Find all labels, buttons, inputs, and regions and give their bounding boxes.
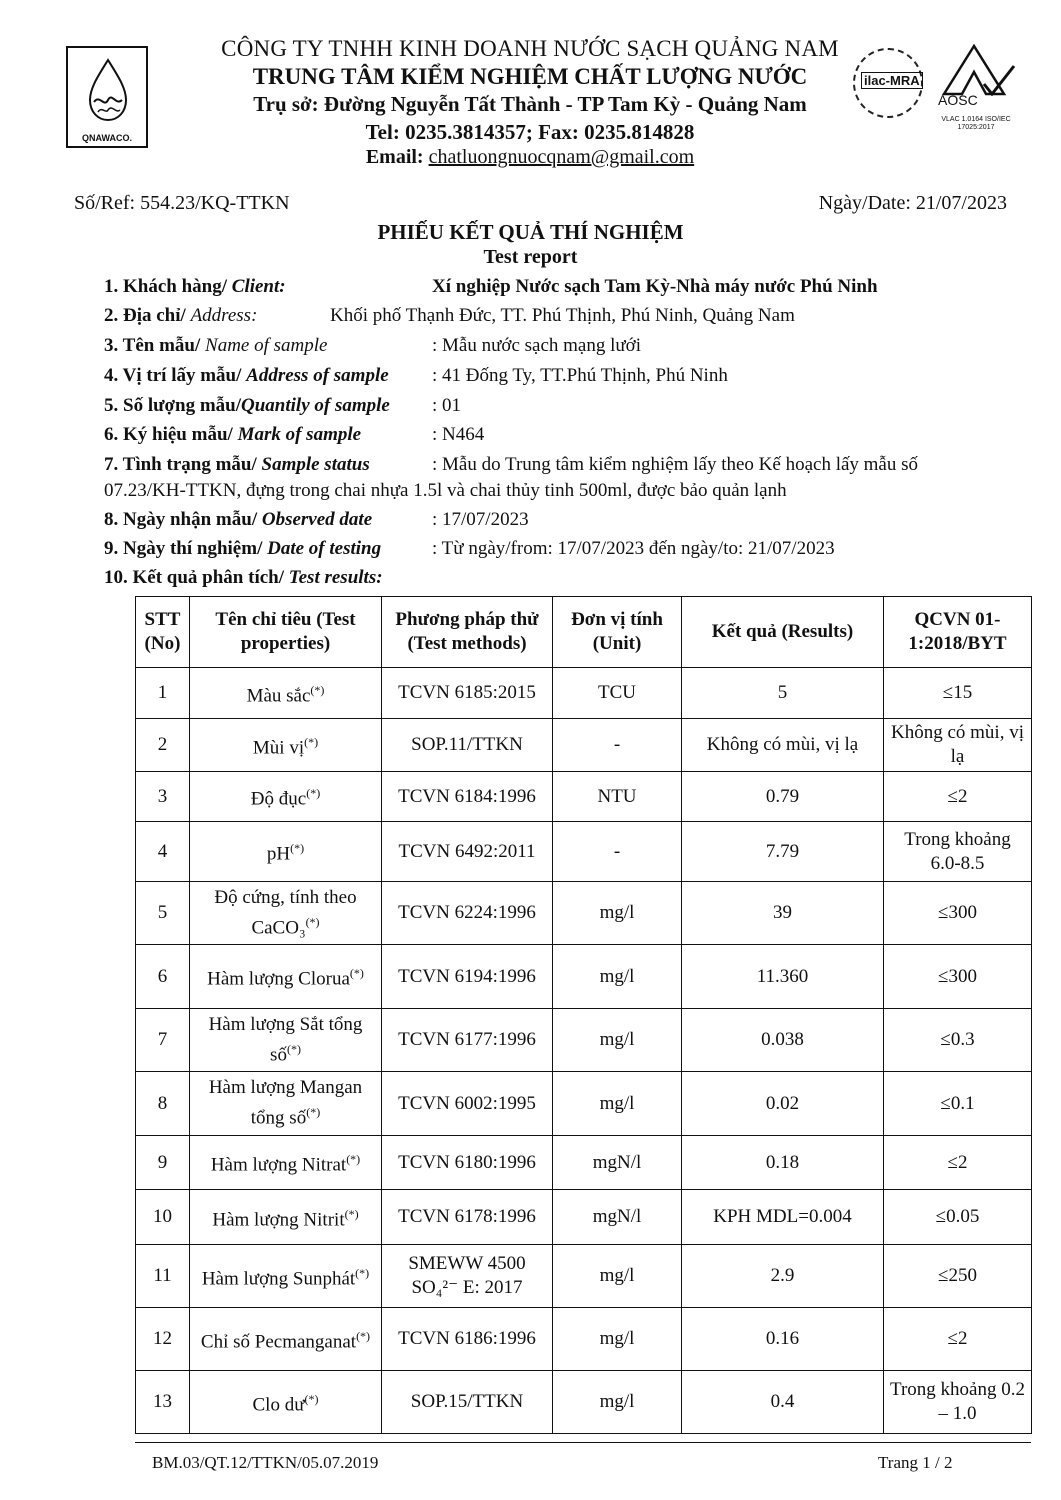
cell-unit	[553, 1308, 682, 1371]
cell-standard-text: ≤0.1	[940, 1092, 975, 1114]
phone-line: Tel: 0235.3814357; Fax: 0235.814828	[365, 120, 695, 144]
cell-standard	[884, 882, 1032, 945]
cell-method-text: TCVN 6194:1996	[398, 965, 536, 987]
accreditation-mark: (*)	[304, 1391, 319, 1406]
cell-result-text: 11.360	[756, 965, 809, 987]
cell-property	[190, 719, 382, 772]
cell-no	[136, 1009, 190, 1072]
results-table	[135, 596, 1032, 1434]
cell-no-text: 11	[153, 1265, 172, 1286]
cell-no	[136, 719, 190, 772]
table-row	[136, 945, 1032, 1009]
cell-result	[682, 822, 884, 882]
cell-unit-text: mg/l	[599, 1265, 635, 1286]
table-row	[136, 772, 1032, 822]
cell-unit-text: mgN/l	[592, 1151, 642, 1173]
cell-method-text: TCVN 6002:1995	[398, 1092, 536, 1114]
cell-standard	[884, 1072, 1032, 1136]
info-value: : Mẫu nước sạch mạng lưới	[432, 335, 642, 356]
cell-method-text: TCVN 6184:1996	[398, 785, 536, 807]
cell-unit-text: -	[613, 840, 621, 862]
cell-standard	[884, 822, 1032, 882]
cell-no	[136, 668, 190, 719]
cell-method	[382, 1136, 553, 1190]
cell-method	[382, 1009, 553, 1072]
info-status	[104, 454, 919, 476]
cell-method	[382, 822, 553, 882]
info-value: : 17/07/2023	[432, 509, 529, 530]
aosc-logo	[932, 44, 1022, 136]
cell-result-text: 39	[773, 902, 792, 923]
cell-result-text: 5	[777, 682, 788, 703]
info-value: Khối phố Thạnh Đức, TT. Phú Thịnh, Phú Ninh, Quảng Nam	[330, 305, 795, 326]
cell-unit	[553, 1009, 682, 1072]
accreditation-mark: (*)	[306, 786, 321, 801]
info-label-en: Client:	[231, 276, 286, 297]
accreditation-mark: (*)	[346, 1152, 361, 1167]
cell-unit	[553, 1190, 682, 1245]
email-line	[150, 146, 910, 169]
cell-property-text: Hàm lượng Nitrat	[210, 1154, 347, 1176]
form-code: BM.03/QT.12/TTKN/05.07.2019	[152, 1453, 379, 1472]
cell-no-text: 7	[157, 1029, 168, 1050]
cell-standard-text: ≤2	[947, 1328, 968, 1349]
logo-label: QNAWACO.	[81, 133, 132, 143]
accreditation-mark: (*)	[306, 1105, 321, 1120]
cell-standard	[884, 772, 1032, 822]
reference-number: Số/Ref: 554.23/KQ-TTKN	[74, 192, 290, 214]
cell-standard	[884, 1308, 1032, 1371]
info-value: 07.23/KH-TTKN, đựng trong chai nhựa 1.5l và chai thủy tinh 500ml, được bảo quản lạnh	[104, 480, 787, 501]
cell-result	[682, 1308, 884, 1371]
cell-result	[682, 1190, 884, 1245]
info-value: : 41 Đống Ty, TT.Phú Thịnh, Phú Ninh	[432, 365, 728, 386]
cell-property	[190, 822, 382, 882]
cell-property-text: Hàm lượng Sắt tổng số	[208, 1013, 363, 1066]
table-row	[136, 1072, 1032, 1136]
cell-result	[682, 1245, 884, 1308]
cell-unit	[553, 882, 682, 945]
cell-property-text: Mùi vị	[252, 737, 305, 759]
footer-divider	[135, 1442, 1031, 1443]
cell-result-text: KPH MDL=0.004	[713, 1206, 852, 1227]
cell-no-text: 12	[153, 1328, 172, 1349]
cell-result-text: 7.79	[765, 840, 800, 862]
cell-result-text: 0.02	[765, 1092, 800, 1114]
email-label: Email:	[365, 146, 429, 168]
accreditation-mark: (*)	[344, 1206, 359, 1221]
table-row	[136, 668, 1032, 719]
cell-no-text: 13	[153, 1391, 172, 1412]
info-value: Xí nghiệp Nước sạch Tam Kỳ-Nhà máy nước Phú Ninh	[432, 276, 878, 297]
table-row	[136, 1009, 1032, 1072]
info-value: : 01	[432, 395, 462, 416]
cell-property-text: Hàm lượng Clorua	[207, 968, 350, 990]
company-logo	[66, 46, 148, 148]
cell-method	[382, 1072, 553, 1136]
accreditation-mark: (*)	[356, 1328, 371, 1343]
cell-standard-text: ≤300	[938, 902, 977, 923]
accreditation-mark: (*)	[290, 841, 305, 856]
cell-no	[136, 772, 190, 822]
address-line: Trụ sở: Đường Nguyễn Tất Thành - TP Tam Kỳ - Quảng Nam	[253, 92, 807, 116]
table-row	[136, 1371, 1032, 1434]
cell-property-text: Hàm lượng Mangan tổng số	[208, 1077, 363, 1129]
col-header-no: STT (No)	[136, 597, 190, 668]
cell-method	[382, 945, 553, 1009]
cell-unit-text: -	[613, 734, 621, 755]
cell-no-text: 1	[157, 682, 168, 703]
cell-no-text: 10	[153, 1206, 172, 1227]
accreditation-mark: (*)	[305, 914, 320, 929]
cell-result	[682, 882, 884, 945]
cell-standard-text: ≤0.05	[935, 1206, 980, 1227]
cell-standard	[884, 668, 1032, 719]
info-test-results	[104, 567, 383, 589]
table-row	[136, 1190, 1032, 1245]
cell-standard-text: ≤0.3	[940, 1029, 975, 1050]
page-number: Trang 1 / 2	[878, 1453, 953, 1472]
cell-method	[382, 1245, 553, 1308]
table-row	[136, 1136, 1032, 1190]
info-label: 5. Số lượng mẫu/	[104, 395, 242, 416]
cell-standard	[884, 1371, 1032, 1434]
cell-unit-text: mg/l	[599, 1029, 635, 1050]
cell-result-text: 0.18	[765, 1151, 800, 1173]
col-header-result: Kết quả (Results)	[682, 597, 884, 668]
cell-standard	[884, 1136, 1032, 1190]
cell-standard	[884, 945, 1032, 1009]
cell-property	[190, 1308, 382, 1371]
col-header-unit: Đơn vị tính (Unit)	[553, 597, 682, 668]
cell-result	[682, 1136, 884, 1190]
water-drop-icon	[80, 56, 136, 126]
cell-standard	[884, 1009, 1032, 1072]
info-sample-address	[104, 365, 728, 387]
info-label-en: Address of sample	[246, 365, 389, 386]
cell-property	[190, 1190, 382, 1245]
cell-method-text: TCVN 6178:1996	[398, 1206, 536, 1227]
table-row	[136, 719, 1032, 772]
info-address	[104, 305, 795, 327]
cell-property	[190, 882, 382, 945]
cell-property	[190, 1245, 382, 1308]
info-label-en: Test results:	[288, 567, 383, 588]
cell-unit-text: mg/l	[599, 965, 635, 987]
accreditation-mark: (*)	[310, 682, 325, 697]
cell-method-text: TCVN 6177:1996	[398, 1029, 536, 1050]
table-row	[136, 1245, 1032, 1308]
cell-no	[136, 1072, 190, 1136]
cell-method-text: TCVN 6224:1996	[398, 902, 536, 923]
col-header-method: Phương pháp thử (Test methods)	[382, 597, 553, 668]
cell-property	[190, 772, 382, 822]
cell-method-text: TCVN 6180:1996	[398, 1151, 536, 1173]
accreditation-mark: (*)	[304, 734, 319, 749]
cell-unit	[553, 822, 682, 882]
cell-method-text: SOP.11/TTKN	[411, 734, 523, 755]
aosc-mark-icon	[932, 44, 1018, 96]
cell-standard-text: Trong khoảng 0.2 – 1.0	[890, 1379, 1025, 1424]
cell-method	[382, 1308, 553, 1371]
cell-standard-text: Không có mùi, vị lạ	[891, 722, 1024, 767]
cell-result-text: Không có mùi, vị lạ	[706, 734, 859, 755]
table-header-row	[136, 597, 1032, 668]
cell-property	[190, 668, 382, 719]
info-label-en: Observed date	[261, 509, 373, 530]
cell-unit	[553, 668, 682, 719]
info-label: 3. Tên mẫu/	[104, 335, 206, 356]
cell-no	[136, 1371, 190, 1434]
cell-no-text: 6	[157, 965, 168, 987]
cell-method-text: TCVN 6186:1996	[398, 1328, 536, 1349]
table-body	[136, 668, 1032, 1434]
cell-no	[136, 822, 190, 882]
cell-unit	[553, 719, 682, 772]
cell-no	[136, 882, 190, 945]
center-name: TRUNG TÂM KIỂM NGHIỆM CHẤT LƯỢNG NƯỚC	[252, 64, 808, 89]
cell-no	[136, 1190, 190, 1245]
info-sample-name	[104, 335, 642, 357]
info-value: : Từ ngày/from: 17/07/2023 đến ngày/to: 21/07/2023	[432, 538, 835, 559]
ilac-label: ilac-MRA	[861, 72, 923, 89]
cell-unit	[553, 1245, 682, 1308]
cell-result-text: 0.79	[765, 785, 800, 807]
cell-unit-text: mg/l	[599, 1391, 635, 1412]
info-label: 9. Ngày thí nghiệm/	[104, 538, 268, 559]
cell-property-text: Màu sắc	[246, 685, 311, 707]
cell-unit	[553, 772, 682, 822]
cell-no-text: 4	[157, 840, 168, 862]
cell-method-text: SMEWW 4500 SO₄²⁻ E: 2017	[408, 1253, 526, 1298]
cell-method-text: TCVN 6185:2015	[398, 682, 536, 703]
cell-property	[190, 1136, 382, 1190]
cell-standard-text: ≤15	[942, 682, 973, 703]
info-label: 8. Ngày nhận mẫu/	[104, 509, 262, 530]
cell-result-text: 2.9	[770, 1265, 795, 1286]
cell-standard-text: ≤2	[947, 785, 968, 807]
company-name: CÔNG TY TNHH KINH DOANH NƯỚC SẠCH QUẢNG NAM	[221, 36, 839, 61]
info-label-en: Sample status	[261, 454, 370, 475]
col-header-property: Tên chỉ tiêu (Test properties)	[190, 597, 382, 668]
info-value: : N464	[432, 424, 485, 445]
cell-standard	[884, 719, 1032, 772]
cell-result	[682, 1072, 884, 1136]
cell-method	[382, 882, 553, 945]
cell-method-text: TCVN 6492:2011	[398, 840, 536, 862]
cell-result	[682, 772, 884, 822]
cell-result	[682, 1371, 884, 1434]
info-label: 2. Địa chỉ/	[104, 305, 191, 326]
cell-no-text: 3	[157, 785, 168, 807]
cell-unit-text: mg/l	[599, 1092, 635, 1114]
info-mark	[104, 424, 485, 446]
ilac-mra-logo	[853, 48, 925, 126]
cell-property-text: Độ đục	[250, 788, 307, 810]
info-client	[104, 276, 878, 298]
cell-unit	[553, 945, 682, 1009]
cell-method	[382, 719, 553, 772]
cell-property-text: Hàm lượng Nitrit	[212, 1209, 345, 1231]
cell-no-text: 8	[157, 1092, 168, 1114]
cell-method	[382, 668, 553, 719]
info-label-en: Address:	[190, 305, 258, 326]
cell-result-text: 0.16	[765, 1328, 800, 1349]
cell-unit-text: mgN/l	[592, 1206, 642, 1227]
info-label: 4. Vị trí lấy mẫu/	[104, 365, 247, 386]
report-title-vn: PHIẾU KẾT QUẢ THÍ NGHIỆM	[377, 220, 684, 244]
cell-property-text: Clo dư	[252, 1394, 305, 1416]
cell-standard-text: ≤250	[938, 1265, 977, 1286]
cell-no	[136, 1308, 190, 1371]
info-quantity	[104, 395, 462, 417]
cell-method	[382, 1190, 553, 1245]
cell-standard-text: ≤300	[938, 965, 977, 987]
cell-unit-text: mg/l	[599, 1328, 635, 1349]
cell-no	[136, 1245, 190, 1308]
cell-result-text: 0.4	[770, 1391, 795, 1412]
table-row	[136, 882, 1032, 945]
cell-unit-text: TCU	[598, 682, 636, 703]
info-label: 7. Tình trạng mẫu/	[104, 454, 262, 475]
cell-unit-text: mg/l	[599, 902, 635, 923]
cell-standard-text: Trong khoảng 6.0-8.5	[904, 828, 1011, 874]
cell-method-text: SOP.15/TTKN	[410, 1391, 524, 1412]
table-row	[136, 822, 1032, 882]
cell-no-text: 5	[157, 902, 168, 923]
cell-standard	[884, 1245, 1032, 1308]
info-label-en: Quantily of sample	[241, 395, 390, 416]
info-observed-date	[104, 509, 529, 531]
cell-unit	[553, 1136, 682, 1190]
col-header-standard: QCVN 01-1:2018/BYT	[884, 597, 1032, 668]
info-label-en: Name of sample	[205, 335, 328, 356]
info-label: 1. Khách hàng/	[104, 276, 232, 297]
cell-no-text: 9	[157, 1151, 168, 1173]
cell-result	[682, 719, 884, 772]
cell-no	[136, 945, 190, 1009]
accreditation-mark: (*)	[349, 966, 364, 981]
info-status-continued	[104, 480, 787, 502]
cell-property-text: Độ cứng, tính theo CaCO₃	[214, 886, 357, 939]
cell-unit-text: NTU	[597, 785, 637, 807]
cell-property	[190, 1371, 382, 1434]
cell-property-text: Chỉ số Pecmanganat	[200, 1331, 357, 1353]
report-date: Ngày/Date: 21/07/2023	[818, 192, 1007, 214]
cell-no	[136, 1136, 190, 1190]
cell-result	[682, 945, 884, 1009]
accreditation-mark: (*)	[355, 1265, 370, 1280]
info-testing-date	[104, 538, 835, 560]
cell-property-text: Hàm lượng Sunphát	[201, 1268, 356, 1290]
info-label-en: Mark of sample	[237, 424, 362, 445]
cell-result-text: 0.038	[761, 1029, 804, 1050]
cell-property	[190, 1072, 382, 1136]
email-link[interactable]: chatluongnuocqnam@gmail.com	[428, 146, 695, 168]
info-label: 6. Ký hiệu mẫu/	[104, 424, 238, 445]
info-value: : Mẫu do Trung tâm kiểm nghiệm lấy theo Kế hoạch lấy mẫu số	[432, 454, 919, 475]
cell-no-text: 2	[157, 734, 168, 755]
cell-property	[190, 945, 382, 1009]
aosc-accreditation: VLAC 1.0164 ISO/IEC 17025:2017	[941, 116, 1011, 131]
cell-property	[190, 1009, 382, 1072]
info-label-en: Date of testing	[267, 538, 382, 559]
cell-method	[382, 1371, 553, 1434]
accreditation-mark: (*)	[286, 1041, 301, 1056]
table-row	[136, 1308, 1032, 1371]
info-label: 10. Kết quả phân tích/	[104, 567, 289, 588]
report-title-en: Test report	[483, 246, 578, 268]
cell-standard-text: ≤2	[947, 1151, 968, 1173]
cell-standard	[884, 1190, 1032, 1245]
cell-method	[382, 772, 553, 822]
cell-result	[682, 1009, 884, 1072]
aosc-label: AOSC	[938, 92, 978, 108]
cell-result	[682, 668, 884, 719]
cell-unit	[553, 1072, 682, 1136]
cell-unit	[553, 1371, 682, 1434]
cell-property-text: pH	[266, 843, 291, 865]
